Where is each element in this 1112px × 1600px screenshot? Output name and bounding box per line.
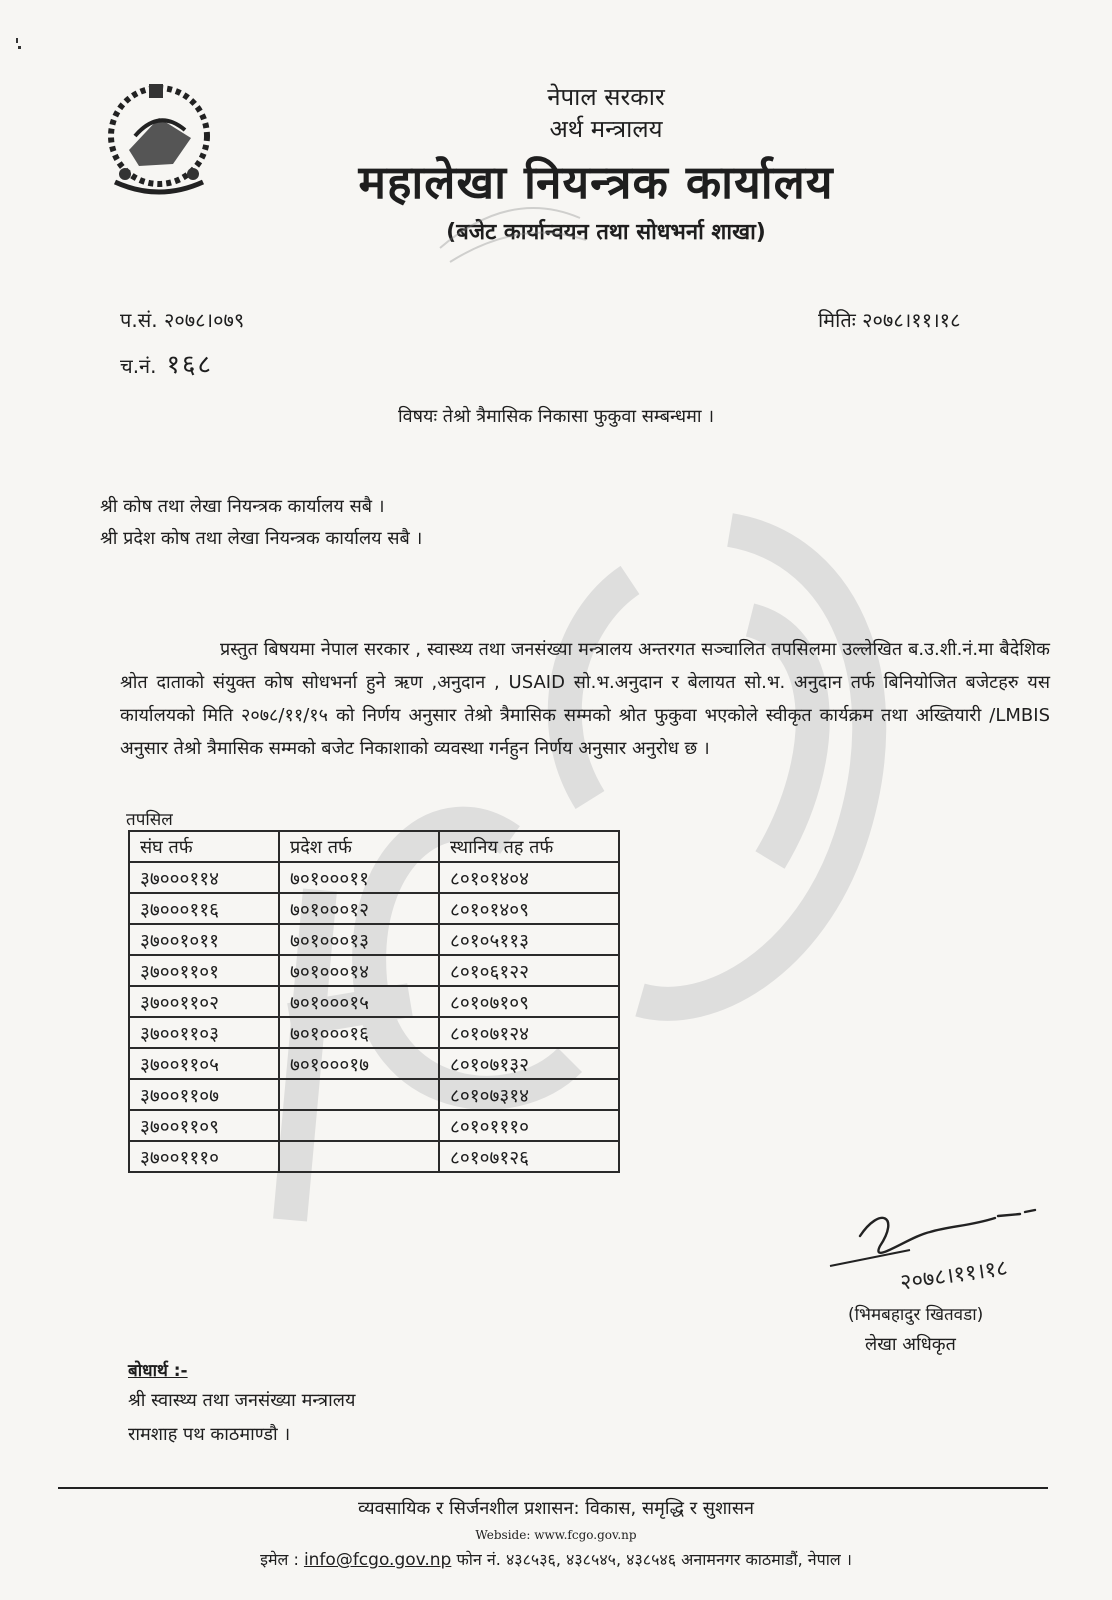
cell-federal: ३७००१११० (129, 1141, 279, 1172)
cell-federal: ३७००११०३ (129, 1017, 279, 1048)
cell-province (279, 1079, 439, 1110)
cell-federal: ३७००११०२ (129, 986, 279, 1017)
header-office: महालेखा नियन्त्रक कार्यालय (358, 155, 834, 209)
cell-federal: ३७००१०११ (129, 924, 279, 955)
cell-province: ७०१०००१३ (279, 924, 439, 955)
scan-mark (14, 38, 22, 52)
cell-local: ८०१०७१२६ (439, 1141, 619, 1172)
footer-motto: व्यवसायिक र सिर्जनशील प्रशासन: विकास, समृद्धि र सुशासन (357, 1498, 755, 1519)
cell-province: ७०१०००१४ (279, 955, 439, 986)
subject-line: विषयः तेश्रो त्रैमासिक निकासा फुकुवा सम्बन्धमा । (397, 406, 715, 427)
header-ministry: अर्थ मन्त्रालय (549, 115, 663, 143)
table-label: तपसिल (126, 810, 173, 830)
contact-details: फोन नं. ४३८५३६, ४३८५४५, ४३८५४६ अनामनगर काठमाडौं, नेपाल । (456, 1550, 852, 1569)
footer-contact (0, 1548, 1112, 1570)
footer-divider (58, 1487, 1048, 1489)
cell-local: ८०१०१४०९ (439, 893, 619, 924)
letter-body: प्रस्तुत बिषयमा नेपाल सरकार , स्वास्थ्य तथा जनसंख्या मन्त्रालय अन्तरगत सञ्चालित तपसिलमा उल्लेखित ब.उ.शी.नं.मा बैदेशिक श्रोत दाताको संयुक्त कोष सोधभर्ना हुने ऋण ,अनुदान , USAID सो.भ.अनुदान र बेलायत सो.भ. अनुदान तर्फ बिनियोजित बजेटहरु यस कार्यालयको मिति २०७८/११/१५ को निर्णय अनुसार तेश्रो त्रैमासिक सम्मको श्रोत फुकुवा भएकोले स्वीकृत कार्यक्रम तथा अख्तियारी /LMBIS अनुसार तेश्रो त्रैमासिक सम्मको बजेट निकाशाको व्यवस्था गर्नहुन निर्णय अनुसार अनुरोध छ । (120, 639, 1050, 759)
table-row (129, 862, 619, 893)
cell-local: ८०१०७१३२ (439, 1048, 619, 1079)
header-federal: संघ तर्फ (129, 831, 279, 862)
cell-federal: ३७००११०१ (129, 955, 279, 986)
recipient-2: श्री प्रदेश कोष तथा लेखा नियन्त्रक कार्यालय सबै । (100, 528, 423, 549)
table-row (129, 1048, 619, 1079)
handwritten-signature (820, 1196, 1060, 1306)
signatory-name: (भिमबहादुर खितवडा) (848, 1305, 984, 1325)
cc-line-1: श्री स्वास्थ्य तथा जनसंख्या मन्त्रालय (128, 1390, 356, 1411)
cell-local: ८०१०७१२४ (439, 1017, 619, 1048)
cell-federal: ३७००११०५ (129, 1048, 279, 1079)
table-row (129, 1141, 619, 1172)
table-row (129, 955, 619, 986)
cell-local: ८०१०१११० (439, 1110, 619, 1141)
budget-code-table (128, 830, 620, 1173)
table-row (129, 1017, 619, 1048)
email-link[interactable]: info@fcgo.gov.np (303, 1550, 452, 1570)
footer-website: Webside: www.fcgo.gov.np (475, 1528, 637, 1542)
header-province: प्रदेश तर्फ (279, 831, 439, 862)
chalan-label: च.नं. (120, 354, 157, 378)
cell-province: ७०१०००१५ (279, 986, 439, 1017)
cell-province (279, 1110, 439, 1141)
cell-federal: ३७०००११६ (129, 893, 279, 924)
table-row (129, 924, 619, 955)
header-branch: (बजेट कार्यान्वयन तथा सोधभर्ना शाखा) (446, 220, 766, 245)
cell-local: ८०१०७१०९ (439, 986, 619, 1017)
chalan-value: १६८ (166, 350, 214, 380)
letter-date: मितिः २०७८।११।१८ (818, 308, 961, 332)
cc-heading: बोधार्थ :- (128, 1361, 188, 1381)
cell-local: ८०१०७३१४ (439, 1079, 619, 1110)
cell-province: ७०१०००११ (279, 862, 439, 893)
signatory-designation: लेखा अधिकृत (865, 1334, 956, 1355)
header-government: नेपाल सरकार (547, 83, 665, 111)
cell-province: ७०१०००१७ (279, 1048, 439, 1079)
email-label: इमेल : (260, 1550, 299, 1569)
table-row (129, 1110, 619, 1141)
signature-date: २०७८।११।१८ (898, 1255, 1010, 1296)
cell-local: ८०१०५११३ (439, 924, 619, 955)
chalan-number (120, 345, 213, 381)
cell-province: ७०१०००१६ (279, 1017, 439, 1048)
table-row (129, 893, 619, 924)
cell-province: ७०१०००१२ (279, 893, 439, 924)
table-header-row (129, 831, 619, 862)
cell-local: ८०१०६१२२ (439, 955, 619, 986)
cell-local: ८०१०१४०४ (439, 862, 619, 893)
reference-number: प.सं. २०७८।०७९ (120, 308, 245, 332)
cell-federal: ३७००११०७ (129, 1079, 279, 1110)
table-row (129, 1079, 619, 1110)
cell-federal: ३७००११०९ (129, 1110, 279, 1141)
cell-province (279, 1141, 439, 1172)
header-local: स्थानिय तह तर्फ (439, 831, 619, 862)
cc-line-2: रामशाह पथ काठमाण्डौ । (128, 1424, 291, 1445)
cell-federal: ३७०००११४ (129, 862, 279, 893)
recipient-1: श्री कोष तथा लेखा नियन्त्रक कार्यालय सबै । (100, 496, 385, 517)
received-stamp (430, 178, 590, 268)
table-row (129, 986, 619, 1017)
